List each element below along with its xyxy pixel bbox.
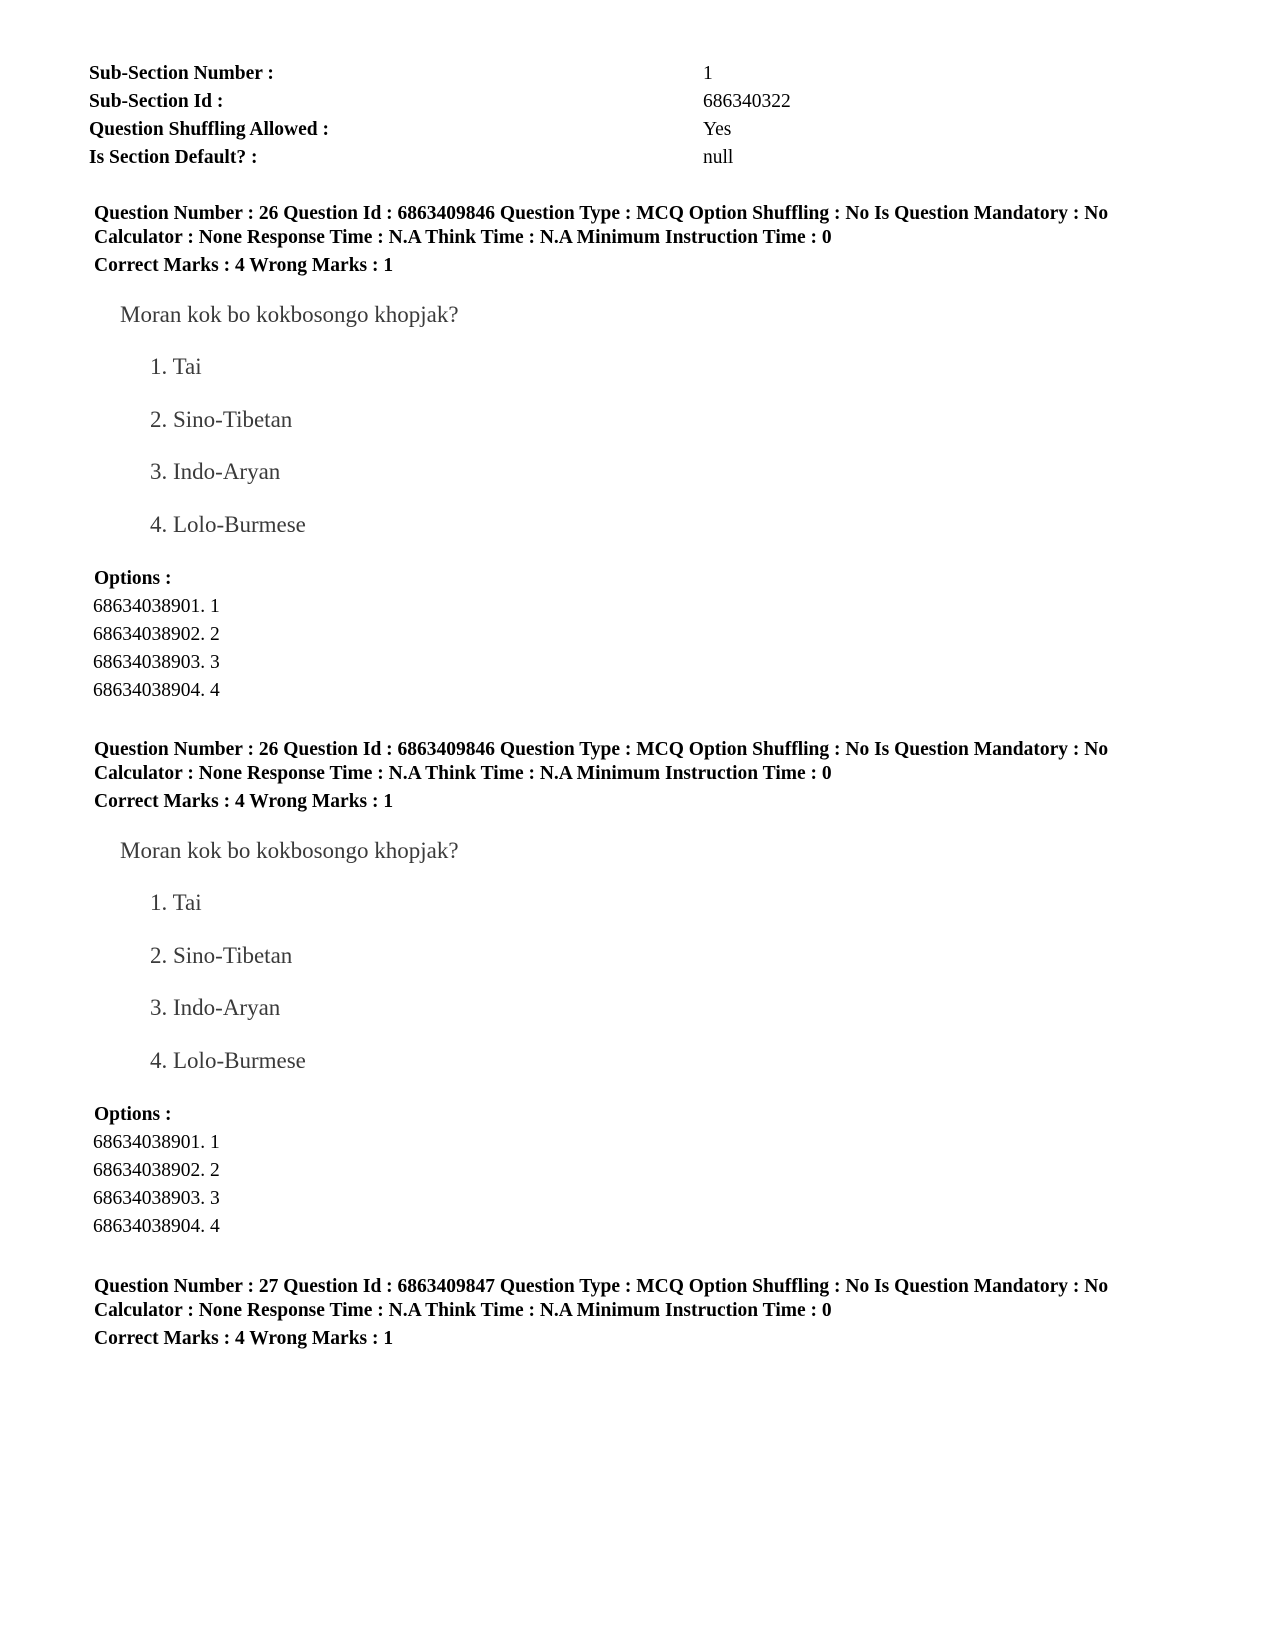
question-choice: 4. Lolo-Burmese	[150, 1048, 306, 1073]
option-item: 68634038902. 2	[93, 1160, 220, 1181]
question-marks: Correct Marks : 4 Wrong Marks : 1	[94, 255, 394, 276]
question-image	[120, 836, 1194, 1091]
question-choice: 1. Tai	[150, 890, 202, 915]
options-label: Options :	[94, 1104, 172, 1125]
option-item: 68634038901. 1	[93, 596, 220, 617]
meta-label: Question Shuffling Allowed :	[89, 119, 330, 140]
meta-value: Yes	[703, 119, 732, 140]
question-block	[94, 1275, 1194, 1351]
option-item: 68634038904. 4	[93, 1216, 220, 1237]
question-text: Moran kok bo kokbosongo khopjak?	[120, 838, 459, 863]
options-label: Options :	[94, 568, 172, 589]
meta-row-question-shuffling	[89, 116, 789, 144]
question-header: Question Number : 26 Question Id : 6863409846 Question Type : MCQ Option Shuffling : No Is Question Mandatory : No Calculator : None Response Time : N.A Think Time : N.A Minimum Instruction Time : 0	[94, 203, 1109, 248]
meta-row-sub-section-number	[89, 60, 789, 88]
question-choice: 2. Sino-Tibetan	[150, 407, 293, 432]
option-item: 68634038903. 3	[93, 1188, 220, 1209]
meta-value: null	[703, 147, 734, 168]
meta-label: Sub-Section Id :	[89, 91, 224, 112]
question-choice: 1. Tai	[150, 354, 202, 379]
option-item: 68634038903. 3	[93, 652, 220, 673]
question-image	[120, 300, 1194, 555]
meta-label: Sub-Section Number :	[89, 63, 274, 84]
question-choice: 3. Indo-Aryan	[150, 995, 281, 1020]
question-header: Question Number : 27 Question Id : 6863409847 Question Type : MCQ Option Shuffling : No Is Question Mandatory : No Calculator : None Response Time : N.A Think Time : N.A Minimum Instruction Time : 0	[94, 1276, 1109, 1321]
meta-row-sub-section-id	[89, 88, 789, 116]
meta-value: 686340322	[703, 91, 791, 112]
question-text: Moran kok bo kokbosongo khopjak?	[120, 302, 459, 327]
meta-label: Is Section Default? :	[89, 147, 258, 168]
question-choice: 4. Lolo-Burmese	[150, 512, 306, 537]
option-item: 68634038904. 4	[93, 680, 220, 701]
question-marks: Correct Marks : 4 Wrong Marks : 1	[94, 791, 394, 812]
question-block	[94, 202, 1194, 705]
question-marks: Correct Marks : 4 Wrong Marks : 1	[94, 1328, 394, 1349]
question-header: Question Number : 26 Question Id : 6863409846 Question Type : MCQ Option Shuffling : No Is Question Mandatory : No Calculator : None Response Time : N.A Think Time : N.A Minimum Instruction Time : 0	[94, 739, 1109, 784]
section-meta	[89, 60, 789, 172]
meta-row-section-default	[89, 144, 789, 172]
option-item: 68634038901. 1	[93, 1132, 220, 1153]
question-block	[94, 738, 1194, 1241]
question-choice: 3. Indo-Aryan	[150, 459, 281, 484]
meta-value: 1	[703, 63, 713, 84]
option-item: 68634038902. 2	[93, 624, 220, 645]
question-choice: 2. Sino-Tibetan	[150, 943, 293, 968]
